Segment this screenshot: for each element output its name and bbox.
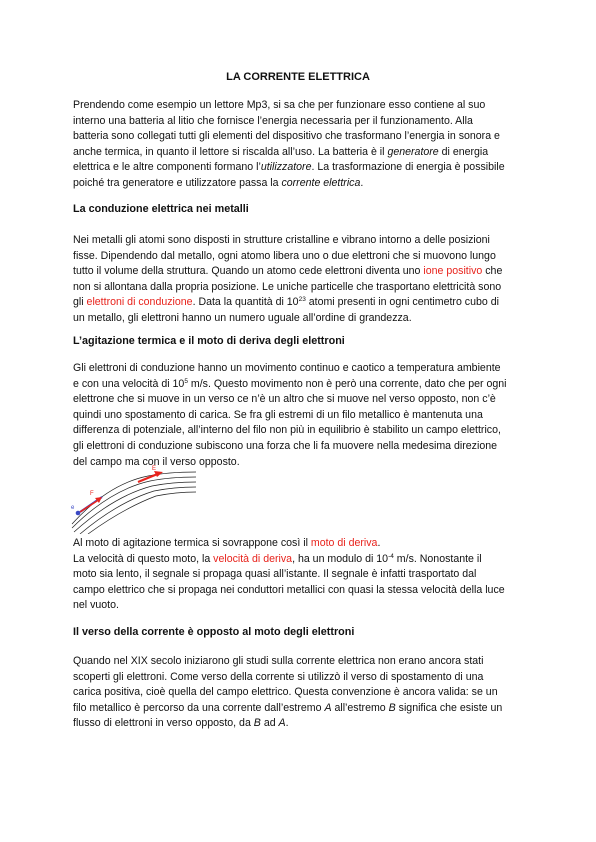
text-line: Al moto di agitazione termica si sovrappone così il moto di deriva. [73, 537, 381, 549]
electron-label: e [71, 505, 75, 511]
text-line: interno una batteria al litio che fornisce l’energia necessaria per il funzionamento. Alla [73, 114, 473, 127]
text-line: fisse. Dipendendo dal metallo, ogni atomo libera uno o due elettroni che si muovono lungo [73, 249, 496, 262]
text-line: differenza di potenziale, all’interno del filo non più in equilibrio è stabilito un campo elettrico, [73, 424, 501, 437]
section-heading-conduzione: La conduzione elettrica nei metalli [73, 203, 249, 215]
text-line: Prendendo come esempio un lettore Mp3, si sa che per funzionare esso contiene al suo [73, 99, 486, 111]
verso-corrente-paragraph [73, 654, 525, 732]
term-generatore: generatore [387, 145, 439, 158]
text-line: non si allontana dalla propria posizione. Le uniche particelle che trasportano elettricità sono [73, 280, 502, 293]
force-label: F [90, 491, 94, 497]
term-moto-di-deriva: moto di deriva [310, 537, 378, 549]
page-title: LA CORRENTE ELETTRICA [226, 71, 370, 83]
conduzione-paragraph [73, 233, 525, 327]
term-corrente-elettrica: corrente elettrica [281, 176, 361, 189]
text-line: campo elettrico che si propaga nei conduttori metallici con quasi la stessa velocità della luce [73, 583, 505, 596]
text-line: poiché tra generatore e utilizzatore passa la corrente elettrica. [73, 176, 364, 189]
text-line: tutto il volume della struttura. Quando un atomo cede elettroni diventa uno ione positivo che [73, 265, 503, 278]
force-vector-arrow [80, 497, 102, 512]
text-line: quindi uno spostamento di carica. Se fra gli estremi di un filo metallico è mantenuta una [73, 408, 483, 421]
text-line: La velocità di questo moto, la velocità di deriva, ha un modulo di $10^{-4}$ m/s. Nonostante il [73, 552, 482, 565]
text-line: carica positiva, cioè quella del campo elettrico. Questa convenzione è ancora valida: se un [73, 686, 498, 699]
text-line: scoperti gli elettroni. Come verso della corrente si utilizzò il verso di spostamento di una [73, 670, 484, 683]
text-line: Nei metalli gli atomi sono disposti in strutture cristalline e vibrano intorno a delle posizioni [73, 234, 490, 246]
text-line: gli elettroni di conduzione subiscono una forza che li fa muovere nella medesima direzione [73, 439, 497, 452]
term-utilizzatore: utilizzatore [260, 161, 312, 174]
electron-dot [76, 511, 81, 516]
text-line: Gli elettroni di conduzione hanno un movimento continuo e caotico a temperatura ambiente [73, 362, 501, 374]
text-line: filo metallico è percorso da una corrente dall’estremo A all’estremo B significa che esiste un [73, 701, 503, 714]
section-heading-agitazione: L’agitazione termica e il moto di deriva degli elettroni [73, 335, 345, 347]
agitazione-paragraph [73, 361, 525, 470]
field-lines [72, 472, 196, 534]
intro-paragraph [73, 98, 525, 192]
section-heading-verso-corrente: Il verso della corrente è opposto al moto degli elettroni [73, 626, 355, 638]
text-line: del campo ma con il verso opposto. [73, 455, 240, 468]
text-line: batteria sono collegati tutti gli elementi del dispositivo che trasformano l’energia in sonora e [73, 130, 500, 143]
text-line: elettrica e le altre componenti formano l’utilizzatore. La trasformazione di energia è possibile [73, 161, 505, 174]
text-line: un metallo, gli elettroni hanno un numero uguale all’ordine di grandezza. [73, 311, 412, 324]
text-line: gli elettroni di conduzione. Data la quantità di $10^{23}$ atomi presenti in ogni centimetro cubo di [73, 296, 499, 309]
text-line: elettrone che si muove in un verso ce n’è un altro che si muove nel verso opposto, non c’è [73, 393, 496, 406]
deriva-paragraph [73, 536, 525, 614]
term-ione-positivo: ione positivo [423, 265, 483, 278]
term-elettroni-di-conduzione: elettroni di conduzione [86, 296, 193, 309]
field-label: E [152, 466, 157, 472]
text-line: moto sia lento, il segnale si propaga quasi all’istante. Il segnale è infatti trasportato dal [73, 568, 477, 581]
text-line: anche termica, in quanto il lettore si riscalda all’uso. La batteria è il generatore di energia [73, 145, 489, 158]
text-line: Quando nel XIX secolo iniziarono gli studi sulla corrente elettrica non erano ancora stati [73, 655, 484, 667]
text-line: flusso di elettroni in verso opposto, da B ad A. [73, 717, 289, 730]
field-vector-arrow [138, 471, 163, 482]
term-velocita-di-deriva: velocità di deriva [213, 552, 293, 565]
text-line: nel vuoto. [73, 599, 119, 612]
electric-field-figure [68, 462, 198, 534]
text-line: e con una velocità di $10^5$ m/s. Questo movimento non è però una corrente, dato che per ogni [73, 377, 507, 390]
